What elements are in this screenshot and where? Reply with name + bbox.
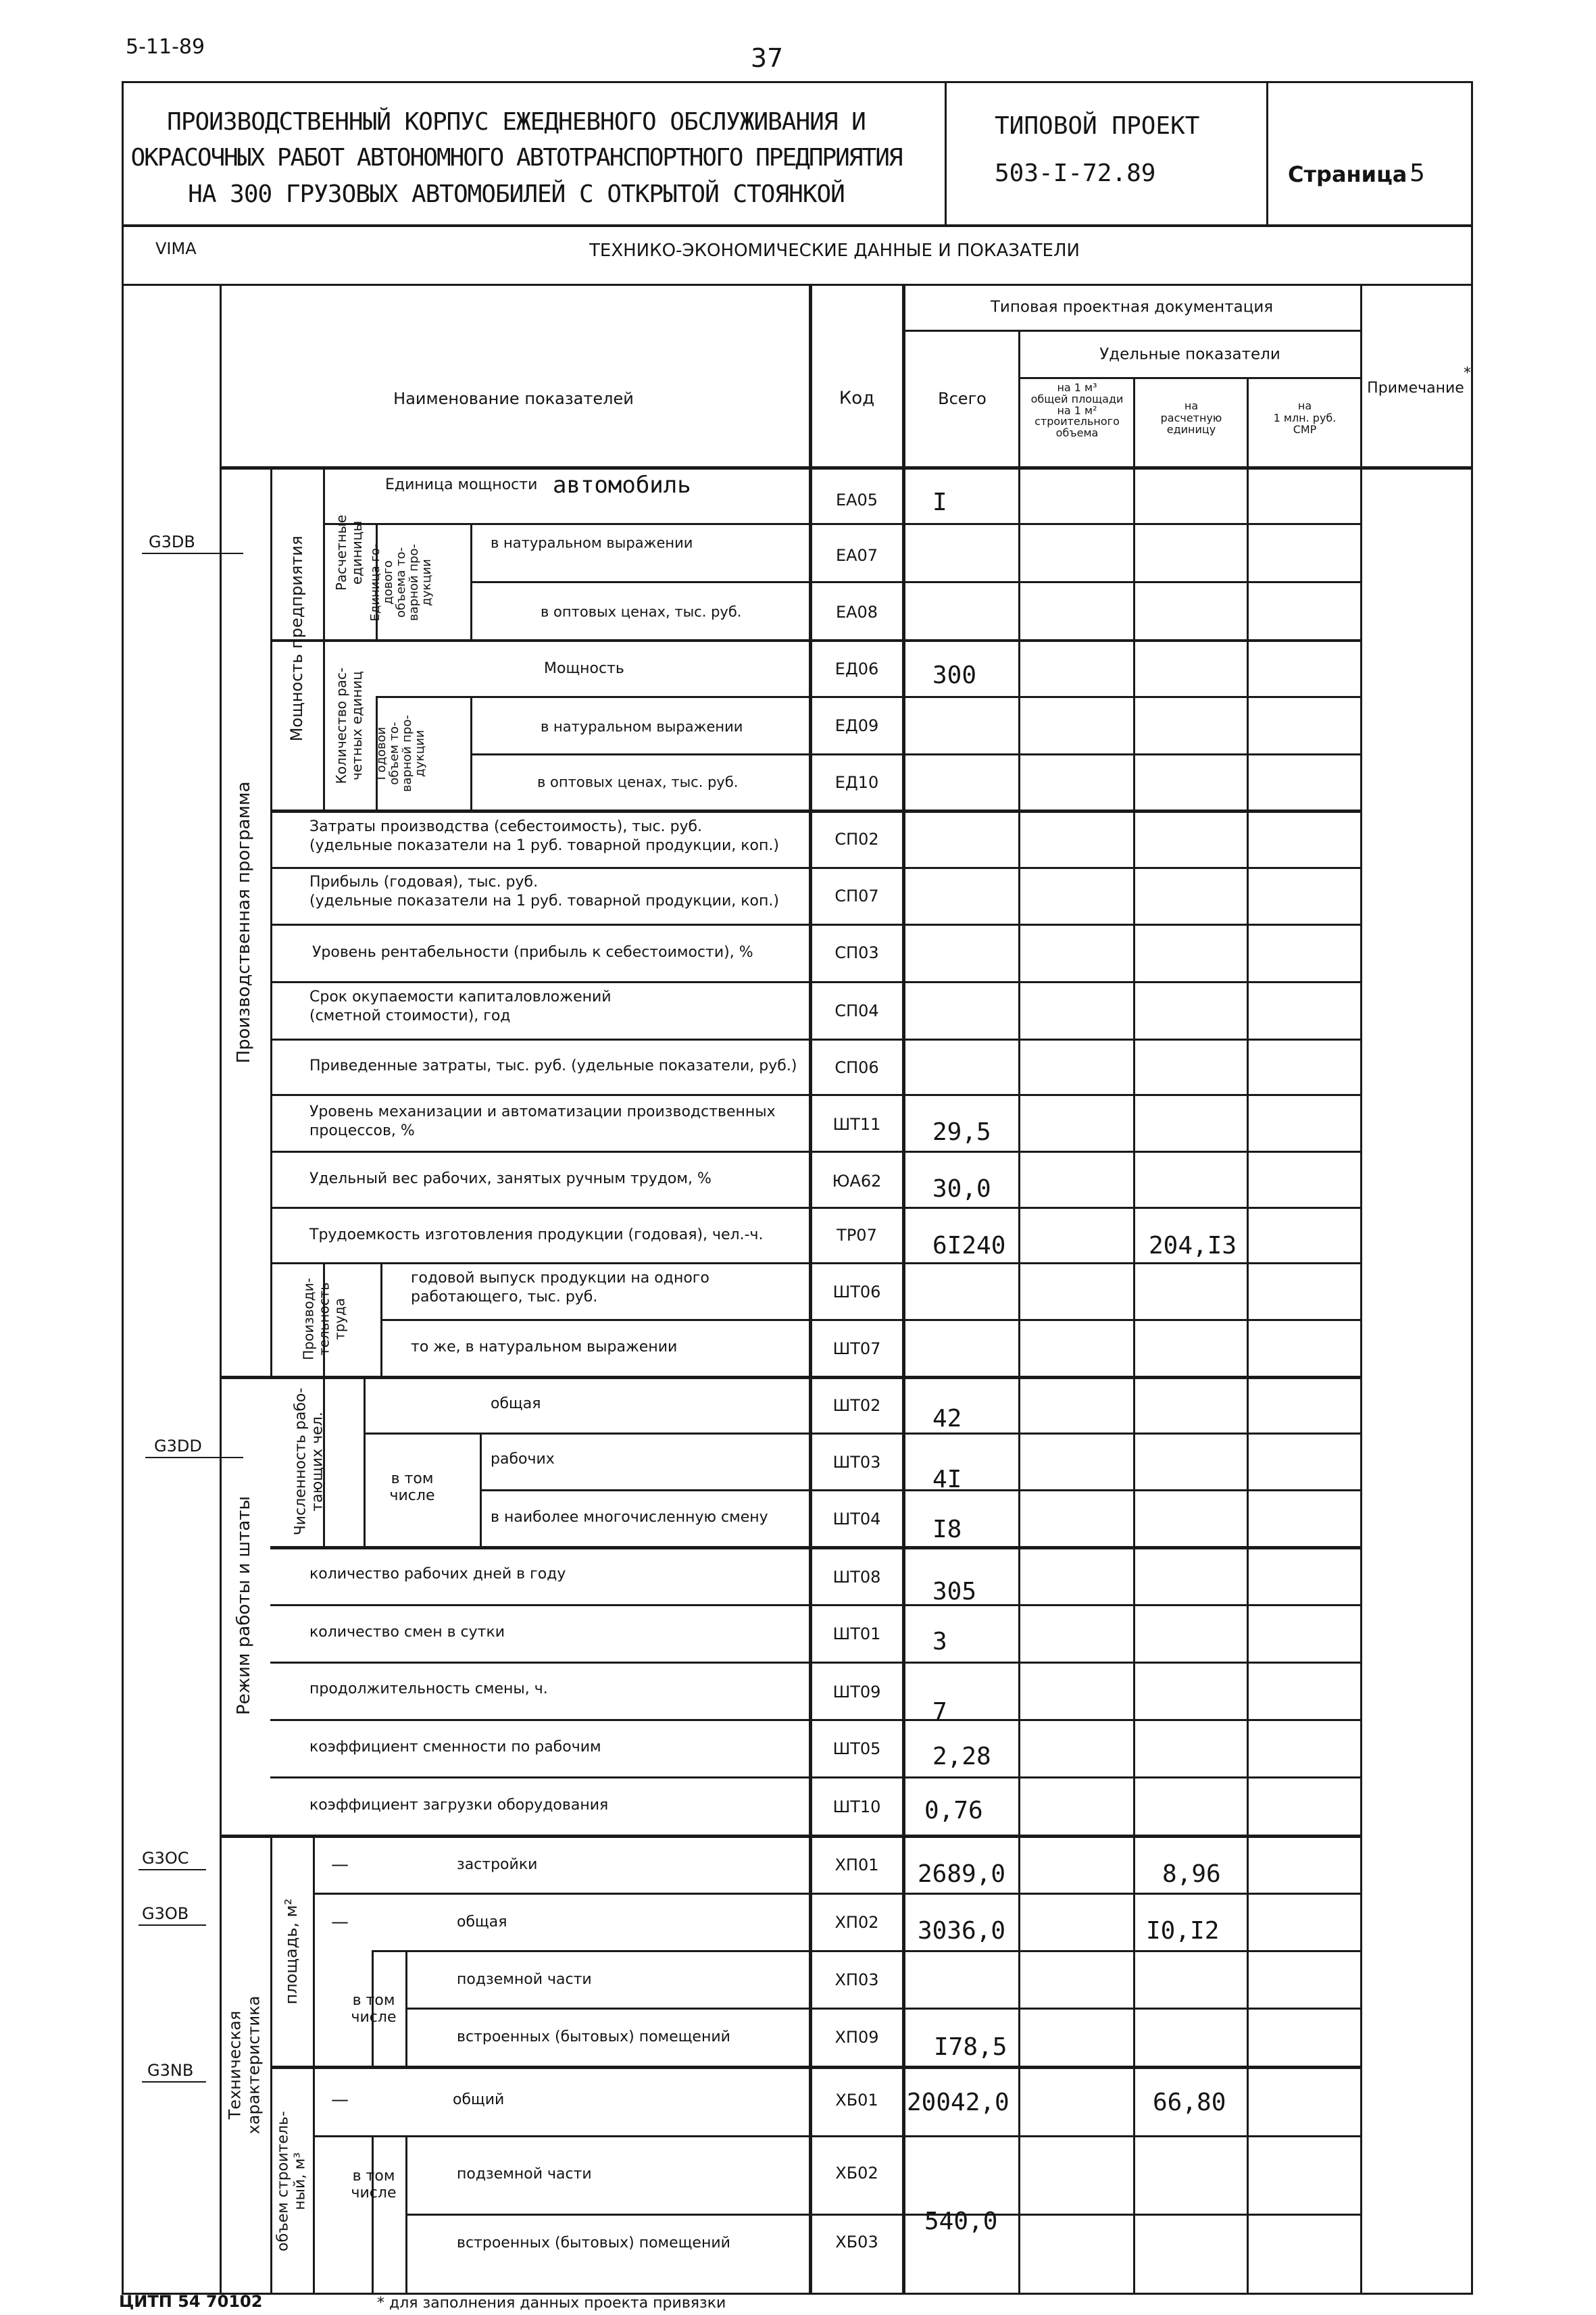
marker-g3db: G3DB xyxy=(149,532,195,551)
row-name: в оптовых ценах, тыс. руб. xyxy=(537,774,739,791)
section-code: VIMA xyxy=(155,239,197,258)
row-total: 6I240 xyxy=(932,1231,1006,1260)
row-code: ХП01 xyxy=(834,1855,879,1874)
incl-label-staff: в том числе xyxy=(389,1470,435,1505)
row-code: СП03 xyxy=(834,943,879,962)
row-code: ХП09 xyxy=(834,2027,879,2047)
row-total: 0,76 xyxy=(924,1796,983,1824)
marker-g3ob: G3OB xyxy=(142,1904,189,1923)
row-code: СП04 xyxy=(834,1001,879,1020)
row-code: ХП03 xyxy=(834,1970,879,1989)
row-total: 3 xyxy=(932,1627,947,1656)
group-prod-program: Производственная программа xyxy=(234,781,255,1064)
section-title: ТЕХНИКО-ЭКОНОМИЧЕСКИЕ ДАННЫЕ И ПОКАЗАТЕЛИ xyxy=(589,241,1080,261)
group-staff-count: Численность рабо- тающих чел. xyxy=(292,1387,326,1536)
row-name: в оптовых ценах, тыс. руб. xyxy=(541,603,742,620)
row-code: ХБ03 xyxy=(835,2232,878,2251)
row-name: годовой выпуск продукции на одного работающего, тыс. руб. xyxy=(411,1270,709,1305)
header-title-line: НА 300 ГРУЗОВЫХ АВТОМОБИЛЕЙ С ОТКРЫТОЙ СТОЯНКОЙ xyxy=(188,180,845,208)
row-code: ШТ06 xyxy=(832,1282,881,1301)
row-name: Трудоемкость изготовления продукции (годовая), чел.-ч. xyxy=(309,1226,764,1244)
row-total: I xyxy=(932,488,947,516)
row-code: СП02 xyxy=(834,829,879,849)
row-code: ШТ10 xyxy=(832,1797,881,1816)
row-per-unit: 204,I3 xyxy=(1149,1231,1237,1260)
note-asterisk: * xyxy=(1464,365,1471,382)
row-code: ЕД09 xyxy=(834,716,879,735)
row-total: 305 xyxy=(932,1577,977,1605)
row-total: 29,5 xyxy=(932,1118,991,1146)
row-total: 42 xyxy=(932,1404,962,1433)
row-code: ШТ07 xyxy=(832,1339,881,1358)
row-total: 7 xyxy=(932,1697,947,1726)
marker-g3oc: G3OC xyxy=(142,1849,189,1868)
col-header-note: Примечание xyxy=(1367,380,1464,397)
group-work-mode: Режим работы и штаты xyxy=(234,1496,255,1715)
row-name: общая xyxy=(457,1914,507,1931)
row-name: Затраты производства (себестоимость), тыс. руб. (удельные показатели на 1 руб. товарной продукции, коп.) xyxy=(309,818,779,854)
group-volume: объем строитель- ный, м³ xyxy=(274,2111,309,2251)
row-name: то же, в натуральном выражении xyxy=(411,1339,678,1356)
footnote: * для заполнения данных проекта привязки xyxy=(377,2295,726,2312)
row-name: коэффициент сменности по рабочим xyxy=(309,1739,601,1756)
row-name: подземной части xyxy=(457,1971,592,1989)
row-name: Удельный вес рабочих, занятых ручным трудом, % xyxy=(309,1170,712,1188)
row-total: 2689,0 xyxy=(918,1860,1006,1888)
row-name: коэффициент загрузки оборудования xyxy=(309,1797,609,1814)
row-total: 300 xyxy=(932,661,977,689)
row-name: Уровень механизации и автоматизации производственных процессов, % xyxy=(309,1103,776,1139)
page-number: 37 xyxy=(750,43,784,73)
row-code: ШТ04 xyxy=(832,1509,881,1528)
row-name: продолжительность смены, ч. xyxy=(309,1681,548,1698)
marker-g3nb: G3NB xyxy=(147,2061,194,2080)
row-total: 2,28 xyxy=(932,1742,991,1770)
row-name: количество смен в сутки xyxy=(309,1624,505,1641)
row-name: Срок окупаемости капиталовложений (сметной стоимости), год xyxy=(309,989,612,1024)
row-name: в наиболее многочисленную смену xyxy=(491,1509,768,1526)
row-code: ХБ01 xyxy=(835,2090,878,2110)
row-name: общая xyxy=(491,1395,541,1413)
row-total: 3036,0 xyxy=(918,1916,1006,1945)
col-header-code: Код xyxy=(839,388,875,409)
row-dash: — xyxy=(331,1854,349,1875)
row-code: ЕА07 xyxy=(835,545,878,565)
group-unit-annual: Единица го- дового объема то- варной про- дукции xyxy=(368,543,434,622)
row-dash: — xyxy=(331,2089,349,2110)
col-header-total: Всего xyxy=(938,389,987,408)
row-code: ЕД06 xyxy=(834,659,879,678)
row-total: 30,0 xyxy=(932,1174,991,1203)
row-code: ХП02 xyxy=(834,1912,879,1932)
row-name: Единица мощности xyxy=(385,476,538,494)
row-name: в натуральном выражении xyxy=(541,718,743,735)
group-area: площадь, м² xyxy=(282,1898,301,2005)
row-name: общий xyxy=(453,2091,505,2109)
row-name: Уровень рентабельности (прибыль к себестоимости), % xyxy=(312,944,753,962)
row-code: ШТ08 xyxy=(832,1567,881,1587)
row-code: ШТ03 xyxy=(832,1452,881,1472)
row-code: ШТ02 xyxy=(832,1395,881,1415)
col-header-typical: Типовая проектная документация xyxy=(990,298,1274,316)
row-name: Приведенные затраты, тыс. руб. (удельные показатели, руб.) xyxy=(309,1057,797,1075)
row-code: СП07 xyxy=(834,886,879,905)
page-date: 5-11-89 xyxy=(126,35,205,59)
group-calc-units: Расчетные единицы xyxy=(333,514,365,591)
row-code: СП06 xyxy=(834,1057,879,1077)
row-code: ЮА62 xyxy=(832,1171,882,1191)
row-name: рабочих xyxy=(491,1451,555,1468)
col-header-name: Наименование показателей xyxy=(393,389,634,408)
row-code: ТР07 xyxy=(837,1225,877,1245)
row-code: ШТ09 xyxy=(832,1682,881,1701)
col-header-per-m3: на 1 м³ общей площади на 1 м² строительного объема xyxy=(1030,381,1124,440)
group-labor-prod: Производи- тельность труда xyxy=(300,1278,348,1360)
row-per-unit: 66,80 xyxy=(1153,2088,1226,2116)
project-label: ТИПОВОЙ ПРОЕКТ xyxy=(995,112,1200,140)
row-name-extra: автомобиль xyxy=(553,471,691,499)
col-header-per-mln: на 1 млн. руб. СМР xyxy=(1273,399,1337,437)
row-name: застройки xyxy=(457,1856,538,1874)
group-tech-char: Техническая характеристика xyxy=(225,1995,263,2135)
row-total: 540,0 xyxy=(924,2207,998,2235)
row-code: ЕД10 xyxy=(834,772,879,792)
row-code: ШТ01 xyxy=(832,1624,881,1643)
col-header-per-unit: на расчетную единицу xyxy=(1160,399,1222,437)
row-total: I8 xyxy=(932,1515,962,1543)
row-code: ЕА05 xyxy=(835,490,878,509)
row-name: встроенных (бытовых) помещений xyxy=(457,2028,730,2046)
group-qty-calc: Количество рас- четных единиц xyxy=(333,667,365,785)
row-code: ШТ05 xyxy=(832,1739,881,1758)
col-header-specific: Удельные показатели xyxy=(1099,345,1280,364)
row-per-unit: 8,96 xyxy=(1162,1860,1221,1888)
project-number: 503-I-72.89 xyxy=(995,159,1156,187)
row-name: количество рабочих дней в году xyxy=(309,1566,566,1583)
row-dash: — xyxy=(331,1912,349,1933)
row-code: ХБ02 xyxy=(835,2163,878,2183)
row-code: ШТ11 xyxy=(832,1114,881,1134)
marker-g3dd: G3DD xyxy=(154,1437,202,1455)
row-per-unit: I0,I2 xyxy=(1146,1916,1220,1945)
row-total: 20042,0 xyxy=(907,2088,1009,2116)
row-name: Мощность xyxy=(544,660,624,678)
page-label: Страница xyxy=(1288,161,1407,187)
row-name: подземной части xyxy=(457,2166,592,2183)
row-total: 4I xyxy=(932,1465,962,1493)
row-name: встроенных (бытовых) помещений xyxy=(457,2235,730,2252)
group-capacity: Мощность предприятия xyxy=(287,535,307,742)
row-name: в натуральном выражении xyxy=(491,534,693,551)
incl-label-area: в том числе xyxy=(351,1992,397,2026)
page-value: 5 xyxy=(1410,159,1425,187)
row-name: Прибыль (годовая), тыс. руб. (удельные показатели на 1 руб. товарной продукции, коп.) xyxy=(309,874,779,910)
footer-code: ЦИТП 54 70102 xyxy=(119,2292,263,2311)
group-annual-vol: Годовой объем то- варной про- дукции xyxy=(374,715,427,792)
header-title-line: ПРОИЗВОДСТВЕННЫЙ КОРПУС ЕЖЕДНЕВНОГО ОБСЛУЖИВАНИЯ И xyxy=(167,108,866,136)
row-total: I78,5 xyxy=(934,2033,1007,2061)
row-code: ЕА08 xyxy=(835,602,878,622)
header-title-line: ОКРАСОЧНЫХ РАБОТ АВТОНОМНОГО АВТОТРАНСПОРТНОГО ПРЕДПРИЯТИЯ xyxy=(130,144,902,172)
incl-label-volume: в том числе xyxy=(351,2168,397,2202)
